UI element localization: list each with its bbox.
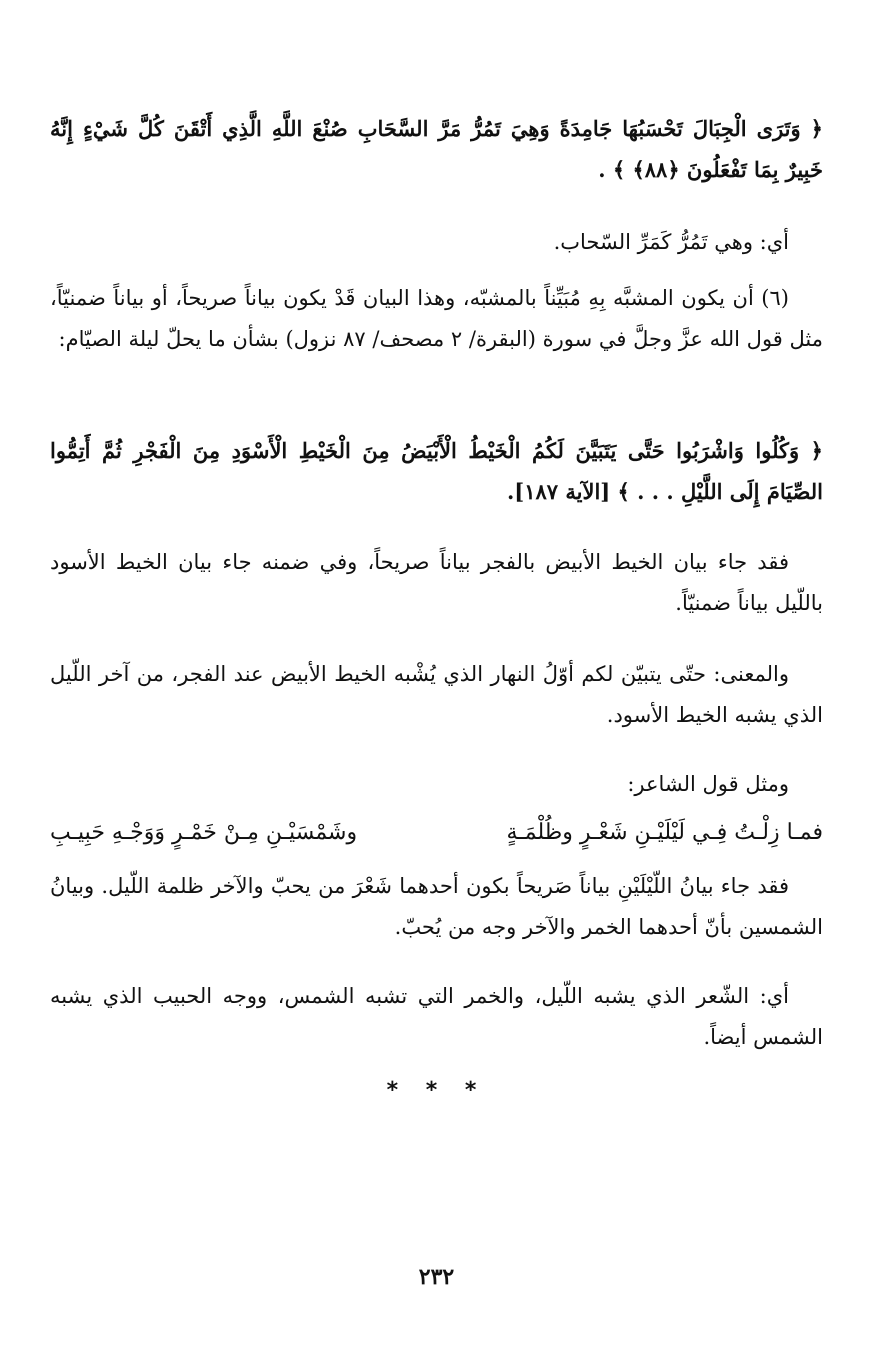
clarification-paragraph: فقد جاء بيان الخيط الأبيض بالفجر بياناً صريحاً، وفي ضمنه جاء بيان الخيط الأسود باللّيل بياناً ضمنيّاً. (50, 550, 823, 615)
quran-verse-naml: ﴿ وَتَرَى الْجِبَالَ تَحْسَبُهَا جَامِدَةً وَهِيَ تَمُرُّ مَرَّ السَّحَابِ صُنْعَ اللَّهِ الَّذِي أَتْقَنَ كُلَّ شَيْءٍ إِنَّهُ خَبِيرٌ بِمَا تَفْعَلُونَ ﴿٨٨﴾ ﴾ . (50, 116, 823, 182)
poet-intro: ومثل قول الشاعر: (627, 772, 789, 796)
page-number: ٢٣٢ (418, 1264, 455, 1290)
poem-second-hemistich: وشَمْسَيْـنِ مِـنْ خَمْـرٍ وَوَجْـهِ حَبِيـبِ (50, 820, 358, 845)
poem-explanation-paragraph: فقد جاء بيانُ اللّيْلَيْنِ بياناً صَريحاً بكون أحدهما شَعْرَ من يحبّ والآخر ظلمة اللّيل. وبيانُ الشمسين بأنّ أحدهما الخمر والآخر وجه من يُحبّ. (50, 874, 823, 939)
explanation-paragraph: أي: وهي تَمُرُّ كَمَرِّ السّحاب. (553, 230, 789, 254)
poem-first-hemistich: فمـا زِلْـتُ فِـي لَيْلَيْـنِ شَعْـرٍ وظُلْمَـةٍ (506, 820, 823, 845)
section-separator: * * * (386, 1078, 487, 1103)
meaning-paragraph: والمعنى: حتّى يتبيّن لكم أوّلُ النهار الذي يُشْبه الخيط الأبيض عند الفجر، من آخر اللّيل الذي يشبه الخيط الأسود. (50, 662, 823, 727)
poem-verse (50, 812, 823, 853)
quran-verse-baqarah: ﴿ وَكُلُوا وَاشْرَبُوا حَتَّى يَتَبَيَّنَ لَكُمُ الْخَيْطُ الْأَبْيَضُ مِنَ الْخَيْطِ الْأَسْوَدِ مِنَ الْفَجْرِ ثُمَّ أَتِمُّوا الصِّيَامَ إِلَى اللَّيْلِ . . . ﴾ [الآية ١٨٧]. (50, 438, 823, 504)
point-six-paragraph: (٦) أن يكون المشبَّه بِهِ مُبَيِّناً بالمشبّه، وهذا البيان قَدْ يكون بياناً صريحاً، أو بياناً ضمنيّاً، مثل قول الله عزَّ وجلَّ في سورة (البقرة/ ٢ مصحف/ ٨٧ نزول) بشأن ما يحلّ ليلة الصيّام: (50, 286, 823, 351)
final-paragraph: أي: الشّعر الذي يشبه اللّيل، والخمر التي تشبه الشمس، ووجه الحبيب الذي يشبه الشمس أيضاً. (50, 984, 823, 1049)
